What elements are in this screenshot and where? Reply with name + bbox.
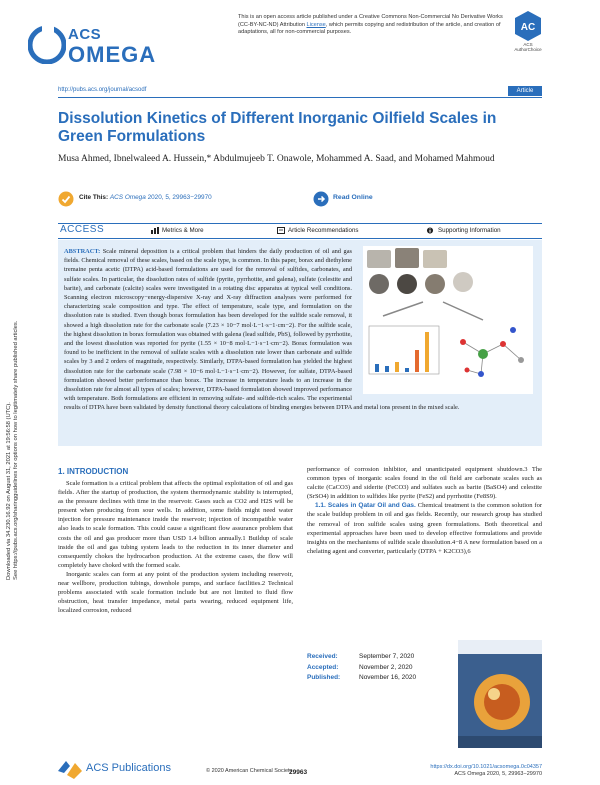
cite-icon[interactable] [58, 191, 74, 207]
info-icon [426, 227, 434, 234]
journal-cover-image [458, 640, 542, 748]
read-online-icon[interactable] [313, 191, 329, 207]
read-online-link[interactable]: Read Online [333, 194, 373, 201]
article-type-tag: Article [508, 86, 542, 96]
document-icon [277, 227, 285, 234]
journal-url[interactable]: http://pubs.acs.org/journal/acsodf [58, 87, 147, 93]
body-column-right [307, 465, 542, 556]
subsection-heading: 1.1. Scales in Qatar Oil and Gas. [315, 502, 416, 510]
received-date: September 7, 2020 [359, 653, 415, 660]
paragraph: Chemical treatment is the common solution for the scale buildup problem in oil and gas fields. Recently, our research group has studied the removal of iron sulfide scales using green formulations. Both theoretical and experimental approaches have been used to develop effective formulations and provide insights on the mechanisms of sulfide scale dissolution.4−8 A new formulation based on a chelating agent and converter, particularly (DTPA + K2CO3),6 [307, 502, 542, 555]
doi-block [420, 764, 542, 778]
author-list: Musa Ahmed, Ibnelwaleed A. Hussein,* Abdulmujeeb T. Onawole, Mohammed A. Saad, and Mohamed Mahmoud [58, 154, 495, 164]
publication-dates: Received: September 7, 2020 Accepted: November 2, 2020 Published: November 16, 2020 [307, 653, 417, 681]
brand-acs: ACS [68, 26, 102, 43]
cite-reference[interactable]: 2020, 5, 29963−29970 [147, 194, 212, 201]
paragraph: Scale formation is a critical problem that affects the optimal exploitation of oil and gas fields. After the startup of production, the system thermodynamic stability is interrupted, as the pressure declines with time in the reservoir. Gases such as CO2 and H2S will be present when producing from sour wells. In addition, some fields might need water injection for pressure maintenance inside the reservoir; injection of incompatible water also leads to scale formation. This could cause a significant flow assurance problem that costs the oil and gas producer more than USD 1.4 billion annually.1 Buildup of scale inside the oil and gas tubing system leads to the reduction in its inner diameter and consequently chokes the hydrocarbon production. At the extreme cases, the flow will completely have choked with the formed scale. [58, 480, 293, 569]
acs-authorchoice-icon [515, 11, 541, 41]
supporting-information-link[interactable]: Supporting Information [438, 227, 501, 234]
publisher-name: ACS Publications [86, 762, 171, 774]
bar-chart-icon [151, 227, 159, 234]
article-recommendations-link[interactable]: Article Recommendations [288, 227, 359, 234]
section-heading-introduction: 1. INTRODUCTION [58, 467, 129, 476]
abstract-label: ABSTRACT: [64, 248, 101, 255]
body-column-left [58, 479, 293, 615]
acs-publications-logo-icon [58, 757, 82, 779]
acs-omega-logo-icon [28, 26, 66, 64]
license-notice: This is an open access article published under a Creative Commons Non-Commercial No Derivative Works (CC-BY-NC-ND) Attribution License, which permits copying and redistribution of the article, and creation of adaptations, all for non-commercial purposes. [238, 14, 503, 35]
cite-journal: ACS Omega [109, 194, 146, 201]
page-number: 29963 [289, 769, 308, 776]
paragraph: performance of corrosion inhibitor, and unanticipated equipment shutdown.3 The common types of inorganic scales found in the oil field are carbonate scales such as calcite (CaCO3) and siderite (FeCO3) and sulfates such as barite (BaSO4) and celestite (SrSO4) in addition to sulfides like pyrite (FeS2) and pyrrhotite (Fe8S9). [307, 466, 542, 501]
ac-badge-text: AC [520, 22, 536, 33]
cite-this: Cite This: ACS Omega 2020, 5, 29963−29970 [79, 194, 212, 201]
published-date: November 16, 2020 [359, 674, 417, 681]
abstract-text: Scale mineral deposition is a critical problem that hinders the daily production of oil and gas fields. Chemical removal of these scales, based on the scale type, is common. In this paper, borax and diethylene tremaine penta acetic (DTPA) acid-based formulations are used for the removal of sulfides, carbonates, and sulfate scales. In particular, the dissolution rates of sulfide (pyrite, pyrrhotite, and galena), sulfate (celestite and barite), and carbonate (calcite) scales were investigated in a rotating disc apparatus at typical well conditions. Scanning electron microscopy−energy-dispersive X-ray and X-ray diffraction analyses were performed for characterizing scale composition and type. The effect of temperature, scale type, and formulation on the dissolution rate is studied. Even though borax formulation has been developed for the sulfide scale removal, it showed a high dissolution rate for the carbonate scale (7.23 × 10−7 mol·L−1·s−1·cm−2). For the sulfide scale, the highest dissolution in borax formulation was obtained with galena (lead sulfide, PbS), followed by pyrrhotite, and the lowest dissolution was reported for pyrite (1.55 × 10−8 mol·L−1·s−1·cm−2). Borax formulation was found to be inefficient in the removal of sulfate scales with a dissolution rate lower than carbonate and sulfide scales by 3 and 2 orders of magnitude, respectively. Similarly, DTPA-based formulation has yielded the highest dissolution rate for the carbonate scale (7.98 × 10−6 mol·L−1·s−1·cm−2). However, for sulfate, DTPA-based formulation showed better performance than borax. The increase in temperature leads to an increase in the dissolution rate for almost all types of scales; however, DTPA-based formulation showed improved performance with temperature. Both formulations are efficient in removing sulfate- and sulfide-rich scales. The experimental results of DTPA have been validated by density functional theory calculations of binding energies between DTPA and metal ions present in the mixed scale. [64, 248, 460, 412]
article-title: Dissolution Kinetics of Different Inorganic Oilfield Scales in Green Formulations [58, 110, 497, 145]
paragraph: Inorganic scales can form at any point of the production system including reservoir, near wellbore, production tubings, downhole pumps, and surface facilities.2 Technical problems associated with scale formation include but are not limited to fluid flow obstruction, heat transfer impedance, metal parts wearing, reduced equipment life, localized corrosion, reduced [58, 570, 293, 615]
metrics-more-link[interactable]: Metrics & More [162, 227, 204, 234]
download-note: Downloaded via 34.230.16.92 on August 31, 2021 at 19:56:58 (UTC). See https://pubs.acs.org/sharingguidelines for options on how to legitimately share published articles. [6, 320, 19, 580]
access-label: ACCESS [60, 224, 105, 235]
toc-graphic-image [363, 246, 533, 394]
copyright-notice: © 2020 American Chemical Society [206, 768, 293, 774]
accepted-date: November 2, 2020 [359, 663, 413, 671]
license-link[interactable]: License [306, 21, 326, 28]
ac-badge-label: ACS AuthorChoice [514, 42, 542, 52]
doi-link[interactable]: https://dx.doi.org/10.1021/acsomega.0c04357 [430, 764, 542, 770]
brand-omega: OMEGA [68, 42, 157, 67]
doi-reference: ACS Omega 2020, 5, 29963−29970 [454, 771, 542, 777]
